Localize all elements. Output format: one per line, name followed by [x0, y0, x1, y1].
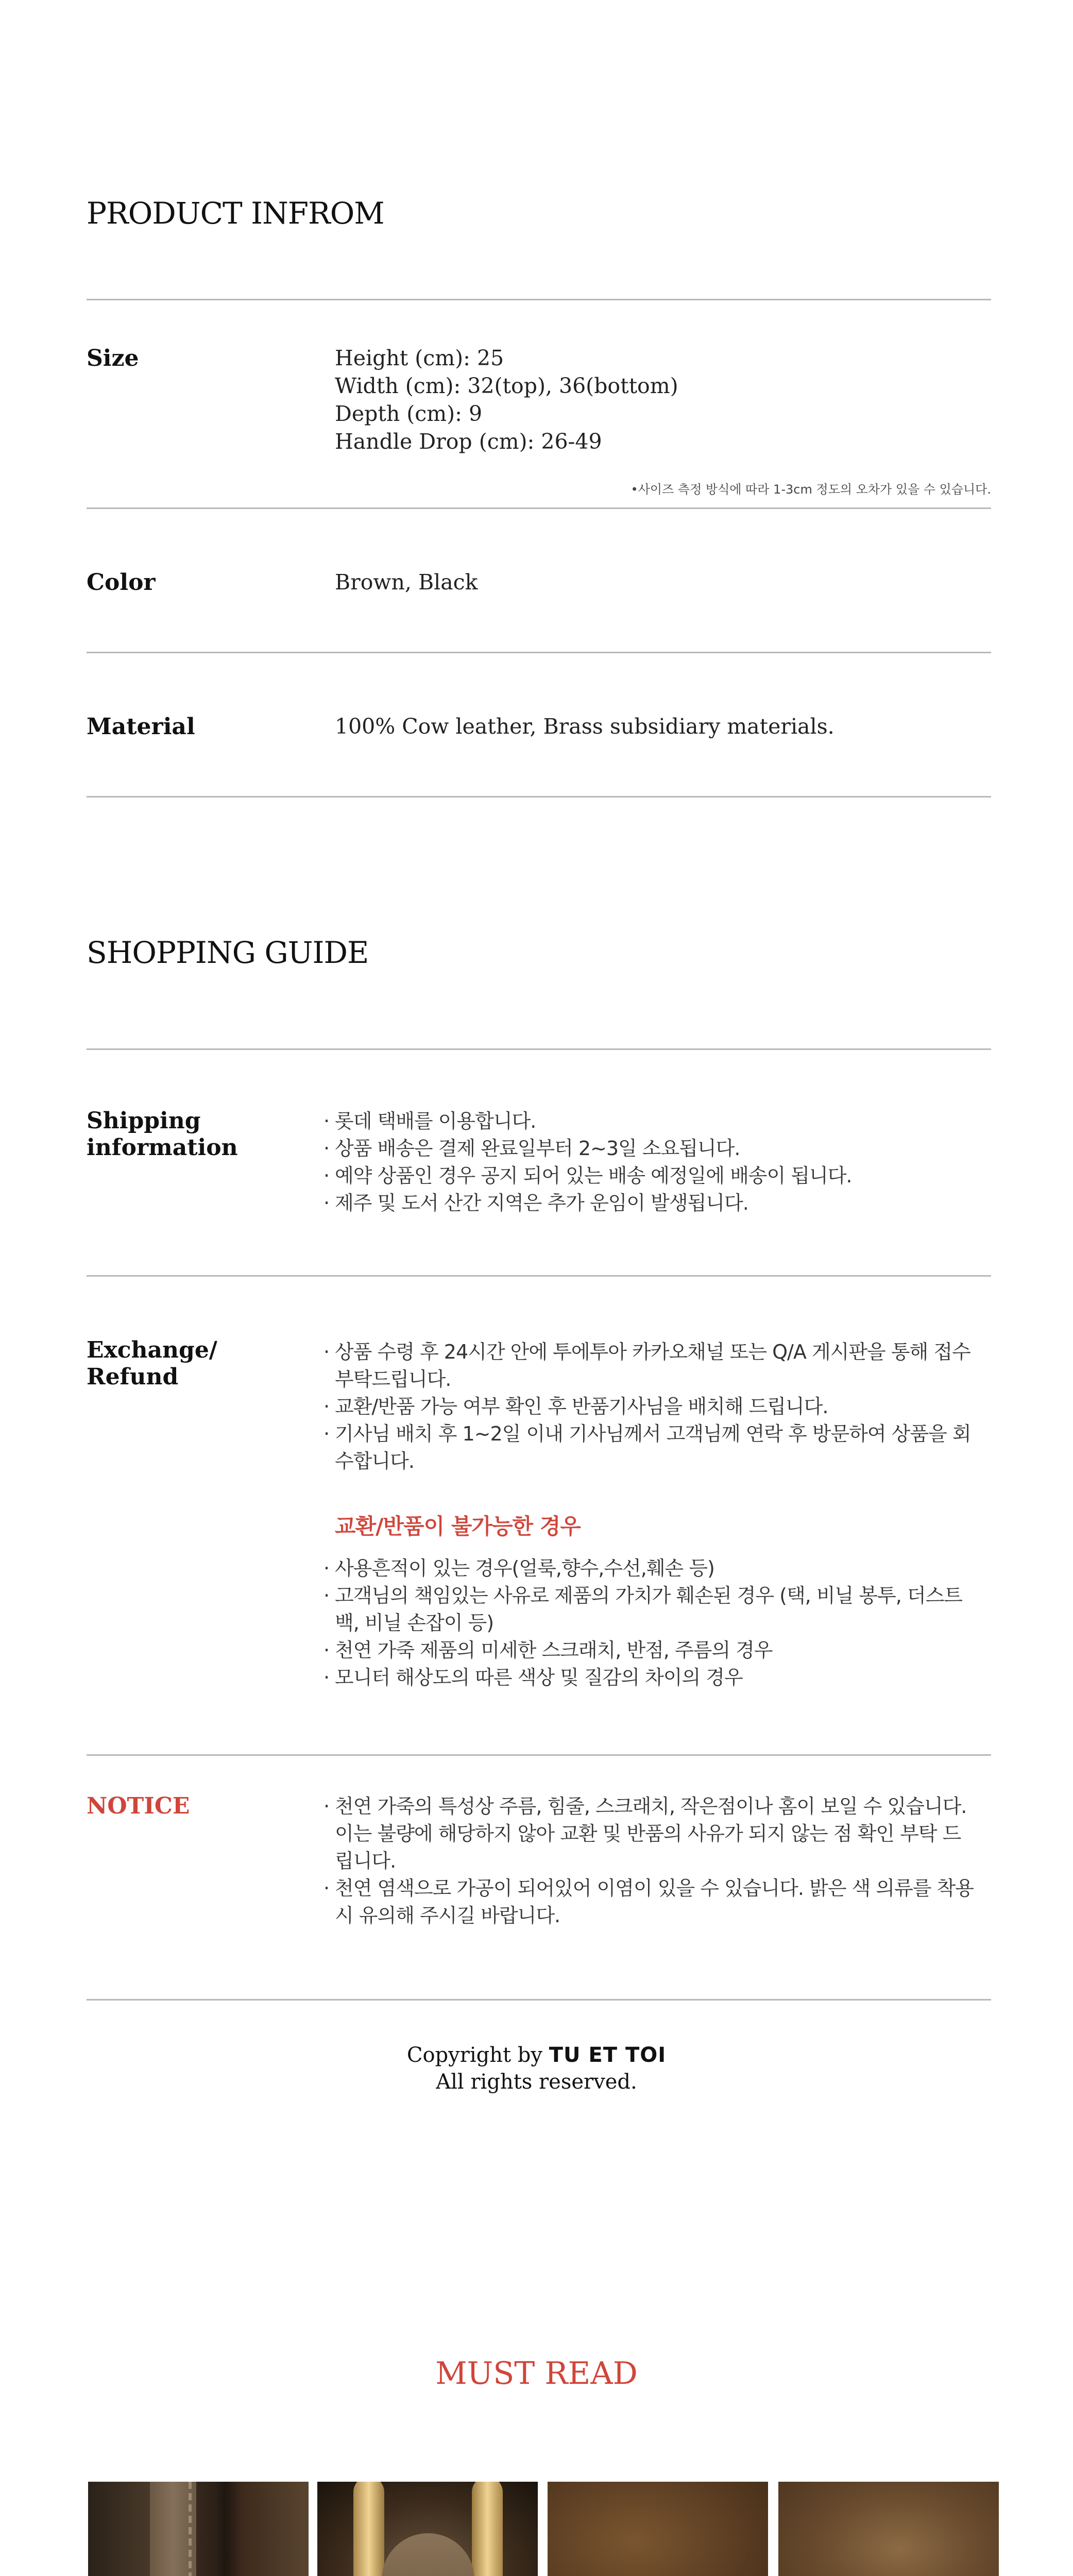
list-item: · 상품 수령 후 24시간 안에 투에투아 카카오채널 또는 Q/A 게시판을 통해 접수 부탁드립니다. [323, 1338, 978, 1393]
no-return-list [323, 1555, 978, 1691]
list-item: · 사용흔적이 있는 경우(얼룩,향수,수선,훼손 등) [323, 1555, 978, 1582]
exchange-refund-label [87, 1337, 217, 1391]
color-value: Brown, Black [335, 570, 478, 595]
list-item: · 천연 가죽 제품의 미세한 스크래치, 반점, 주름의 경우 [323, 1637, 978, 1664]
size-height: Height (cm): 25 [335, 346, 504, 370]
leather-detail-photo [88, 2482, 309, 2576]
exchange-label-line2: Refund [87, 1364, 179, 1390]
material-label: Material [87, 714, 195, 740]
shopping-guide-heading: SHOPPING GUIDE [87, 935, 369, 970]
list-item: · 천연 가죽의 특성상 주름, 힘줄, 스크래치, 작은점이나 홈이 보일 수 있습니다. 이는 불량에 해당하지 않아 교환 및 반품의 사유가 되지 않는 점 확인 부탁 드립니다. [323, 1793, 978, 1875]
size-depth: Depth (cm): 9 [335, 401, 483, 426]
brand-name: TU ET TOI [549, 2043, 667, 2067]
leather-texture-photo [548, 2482, 768, 2576]
color-label: Color [87, 569, 156, 596]
copyright-line2: All rights reserved. [436, 2070, 637, 2094]
size-note: •사이즈 측정 방식에 따라 1-3cm 정도의 오차가 있을 수 있습니다. [631, 482, 991, 497]
divider [87, 796, 991, 798]
shipping-info-list [323, 1108, 988, 1217]
brass-buckle-left [353, 2482, 384, 2576]
must-read-heading: MUST READ [435, 2355, 638, 2392]
size-values [335, 344, 678, 455]
notice-label: NOTICE [87, 1793, 190, 1819]
size-label: Size [87, 345, 139, 371]
divider [87, 1275, 991, 1277]
buckle-detail-photo [317, 2482, 538, 2576]
divider [87, 652, 991, 653]
divider [87, 1048, 991, 1050]
material-value: 100% Cow leather, Brass subsidiary materials. [335, 714, 834, 739]
list-item: · 천연 염색으로 가공이 되어있어 이염이 있을 수 있습니다. 밝은 색 의류를 착용 시 유의해 주시길 바랍니다. [323, 1875, 978, 1929]
leather-texture-photo [778, 2482, 999, 2576]
list-item: · 제주 및 도서 산간 지역은 추가 운임이 발생됩니다. [323, 1190, 988, 1217]
list-item: · 교환/반품 가능 여부 확인 후 반품기사님을 배치해 드립니다. [323, 1393, 978, 1420]
divider [87, 1999, 991, 2001]
list-item: · 롯데 택배를 이용합니다. [323, 1108, 988, 1135]
stitch-line [189, 2482, 192, 2576]
exchange-label-line1: Exchange/ [87, 1337, 217, 1363]
size-width: Width (cm): 32(top), 36(bottom) [335, 374, 678, 398]
divider [87, 299, 991, 300]
copyright-prefix: Copyright by [406, 2043, 549, 2067]
shipping-label-line2: information [87, 1134, 238, 1161]
list-item: · 고객님의 책임있는 사유로 제품의 가치가 훼손된 경우 (택, 비닐 봉투, 더스트백, 비닐 손잡이 등) [323, 1582, 978, 1637]
list-item: · 기사님 배치 후 1~2일 이내 기사님께서 고객님께 연락 후 방문하여 상품을 회수합니다. [323, 1420, 978, 1475]
shipping-label-line1: Shipping [87, 1108, 201, 1134]
copyright [0, 2042, 1073, 2095]
exchange-refund-list [323, 1338, 978, 1475]
divider [87, 507, 991, 509]
list-item: · 예약 상품인 경우 공지 되어 있는 배송 예정일에 배송이 됩니다. [323, 1162, 988, 1190]
divider [87, 1754, 991, 1756]
brass-buckle-right [472, 2482, 503, 2576]
leather-tab [382, 2533, 474, 2576]
size-handle-drop: Handle Drop (cm): 26-49 [335, 429, 602, 454]
no-return-title: 교환/반품이 불가능한 경우 [335, 1514, 581, 1539]
list-item: · 상품 배송은 결제 완료일부터 2~3일 소요됩니다. [323, 1135, 988, 1162]
copyright-line1 [0, 2042, 1073, 2069]
notice-list [323, 1793, 978, 1929]
list-item: · 모니터 해상도의 따른 색상 및 질감의 차이의 경우 [323, 1664, 978, 1691]
shipping-label [87, 1108, 238, 1161]
product-info-heading: PRODUCT INFROM [87, 196, 384, 231]
